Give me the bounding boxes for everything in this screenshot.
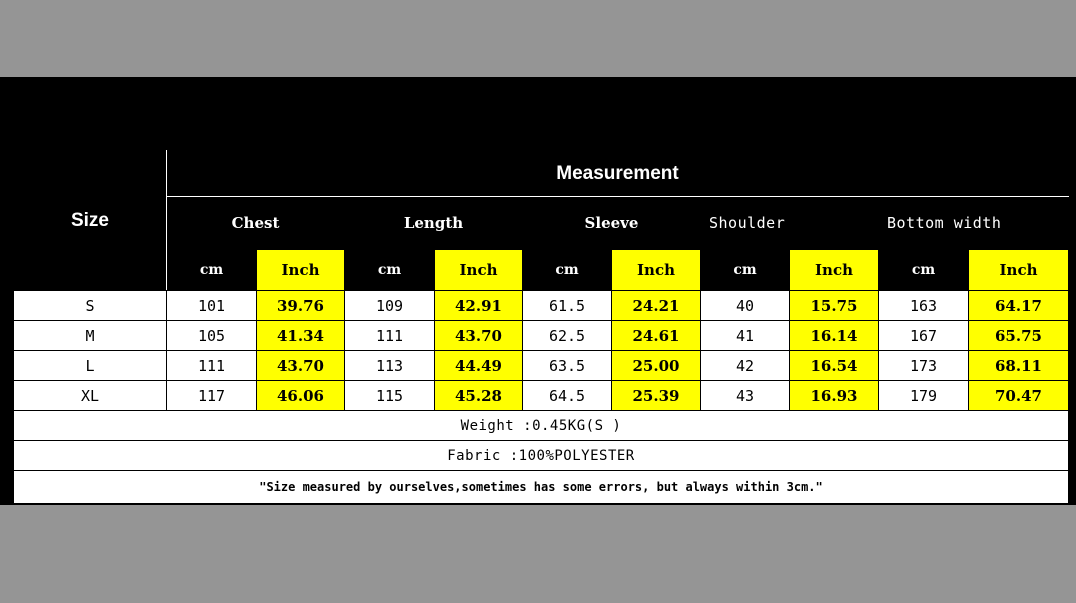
unit-cm: cm [345, 250, 435, 291]
group-chest: Chest [167, 197, 345, 250]
sleeve-cm: 63.5 [523, 351, 612, 381]
unit-inch: Inch [969, 250, 1069, 291]
measurement-note: "Size measured by ourselves,sometimes has some errors, but always within 3cm." [14, 471, 1069, 504]
sleeve-inch: 24.21 [612, 291, 701, 321]
group-sleeve: Sleeve [523, 197, 701, 250]
table-row [14, 291, 1069, 321]
sleeve-cm: 64.5 [523, 381, 612, 411]
chest-cm: 117 [167, 381, 257, 411]
shoulder-cm: 40 [701, 291, 790, 321]
unit-cm: cm [879, 250, 969, 291]
length-inch: 42.91 [435, 291, 523, 321]
bottom-width-inch: 64.17 [969, 291, 1069, 321]
group-shoulder: Shoulder [701, 197, 879, 250]
chest-inch: 46.06 [257, 381, 345, 411]
sleeve-cm: 61.5 [523, 291, 612, 321]
unit-cm: cm [167, 250, 257, 291]
size-chart-table [13, 150, 1069, 504]
table-row [14, 321, 1069, 351]
size-cell: M [14, 321, 167, 351]
length-cm: 109 [345, 291, 435, 321]
weight-row: Weight :0.45KG(S ) [14, 411, 1069, 441]
shoulder-inch: 16.54 [790, 351, 879, 381]
shoulder-cm: 43 [701, 381, 790, 411]
length-cm: 111 [345, 321, 435, 351]
bottom-width-cm: 163 [879, 291, 969, 321]
sleeve-cm: 62.5 [523, 321, 612, 351]
sleeve-inch: 24.61 [612, 321, 701, 351]
chest-inch: 43.70 [257, 351, 345, 381]
bottom-width-cm: 173 [879, 351, 969, 381]
bottom-width-cm: 167 [879, 321, 969, 351]
unit-inch: Inch [790, 250, 879, 291]
size-cell: L [14, 351, 167, 381]
measurement-header: Measurement [167, 151, 1069, 197]
length-inch: 45.28 [435, 381, 523, 411]
shoulder-inch: 16.93 [790, 381, 879, 411]
shoulder-inch: 16.14 [790, 321, 879, 351]
fabric-row: Fabric :100%POLYESTER [14, 441, 1069, 471]
table-row [14, 351, 1069, 381]
size-column-header: Size [14, 151, 167, 291]
unit-inch: Inch [257, 250, 345, 291]
table-row [14, 381, 1069, 411]
unit-cm: cm [523, 250, 612, 291]
shoulder-inch: 15.75 [790, 291, 879, 321]
bottom-width-inch: 70.47 [969, 381, 1069, 411]
chest-cm: 105 [167, 321, 257, 351]
length-cm: 115 [345, 381, 435, 411]
bottom-width-inch: 65.75 [969, 321, 1069, 351]
shoulder-cm: 41 [701, 321, 790, 351]
chest-cm: 101 [167, 291, 257, 321]
chest-inch: 41.34 [257, 321, 345, 351]
length-cm: 113 [345, 351, 435, 381]
chest-cm: 111 [167, 351, 257, 381]
chest-inch: 39.76 [257, 291, 345, 321]
sleeve-inch: 25.00 [612, 351, 701, 381]
group-length: Length [345, 197, 523, 250]
bottom-width-inch: 68.11 [969, 351, 1069, 381]
size-cell: XL [14, 381, 167, 411]
group-bottom-width: Bottom width [879, 197, 1069, 250]
unit-inch: Inch [435, 250, 523, 291]
bottom-width-cm: 179 [879, 381, 969, 411]
unit-cm: cm [701, 250, 790, 291]
sleeve-inch: 25.39 [612, 381, 701, 411]
shoulder-cm: 42 [701, 351, 790, 381]
unit-inch: Inch [612, 250, 701, 291]
length-inch: 44.49 [435, 351, 523, 381]
length-inch: 43.70 [435, 321, 523, 351]
size-cell: S [14, 291, 167, 321]
